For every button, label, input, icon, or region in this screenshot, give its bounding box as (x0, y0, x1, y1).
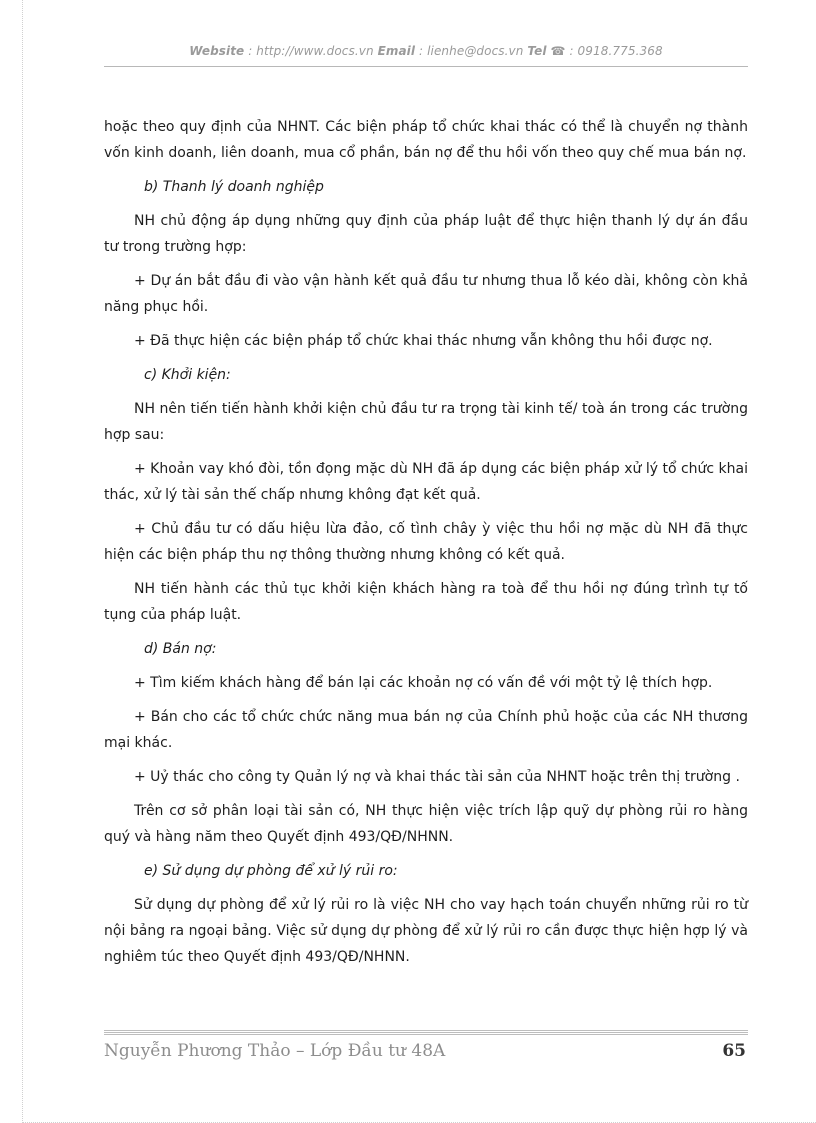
footer-divider (104, 1030, 748, 1036)
page-header (104, 44, 748, 58)
bullet-item: + Tìm kiếm khách hàng để bán lại các khoản nợ có vấn đề với một tỷ lệ thích hợp. (134, 675, 713, 691)
paragraph: Trên cơ sở phân loại tài sản có, NH thực hiện việc trích lập quỹ dự phòng rủi ro hàng quý và hàng năm theo Quyết định 493/QĐ/NHNN. (104, 803, 748, 845)
section-heading-e: e) Sử dụng dự phòng để xử lý rủi ro: (144, 863, 398, 879)
tel-value: : 0918.775.368 (565, 44, 663, 58)
paragraph: NH tiến hành các thủ tục khởi kiện khách hàng ra toà để thu hồi nợ đúng trình tự tố tụng của pháp luật. (104, 581, 748, 623)
tel-label: Tel (527, 44, 547, 58)
section-heading-c: c) Khởi kiện: (144, 367, 231, 383)
paragraph: hoặc theo quy định của NHNT. Các biện pháp tổ chức khai thác có thể là chuyển nợ thành vốn kinh doanh, liên doanh, mua cổ phần, bán nợ để thu hồi vốn theo quy chế mua bán nợ. (104, 119, 748, 161)
website-label: Website (189, 44, 245, 58)
email-label: Email (377, 44, 416, 58)
document-body (104, 114, 748, 978)
bullet-item: + Chủ đầu tư có dấu hiệu lừa đảo, cố tình chây ỳ việc thu hồi nợ mặc dù NH đã thực hiện các biện pháp thu nợ thông thường nhưng không có kết quả. (104, 521, 748, 563)
bullet-item: + Uỷ thác cho công ty Quản lý nợ và khai thác tài sản của NHNT hoặc trên thị trường . (134, 769, 740, 785)
website-value: : http://www.docs.vn (244, 44, 378, 58)
section-heading-d: d) Bán nợ: (144, 641, 217, 657)
bullet-item: + Dự án bắt đầu đi vào vận hành kết quả đầu tư nhưng thua lỗ kéo dài, không còn khả năng phục hồi. (104, 273, 748, 315)
paragraph: Sử dụng dự phòng để xử lý rủi ro là việc NH cho vay hạch toán chuyển những rủi ro từ nội bảng ra ngoại bảng. Việc sử dụng dự phòng để xử lý rủi ro cần được thực hiện hợp lý và nghiêm túc theo Quyết định 493/QĐ/NHNN. (104, 897, 748, 965)
paragraph: NH nên tiến tiến hành khởi kiện chủ đầu tư ra trọng tài kinh tế/ toà án trong các trường hợp sau: (104, 401, 748, 443)
header-divider (104, 66, 748, 67)
footer-author: Nguyễn Phương Thảo – Lớp Đầu tư 48A (104, 1041, 446, 1061)
email-value: : lienhe@docs.vn (415, 44, 528, 58)
bullet-item: + Bán cho các tổ chức chức năng mua bán nợ của Chính phủ hoặc của các NH thương mại khác. (104, 709, 748, 751)
phone-icon: ☎ (550, 44, 566, 58)
bullet-item: + Khoản vay khó đòi, tồn đọng mặc dù NH đã áp dụng các biện pháp xử lý tổ chức khai thác, xử lý tài sản thế chấp nhưng không đạt kết quả. (104, 461, 748, 503)
page-number: 65 (722, 1041, 746, 1061)
bullet-item: + Đã thực hiện các biện pháp tổ chức khai thác nhưng vẫn không thu hồi được nợ. (134, 333, 713, 349)
section-heading-b: b) Thanh lý doanh nghiệp (144, 179, 324, 195)
paragraph: NH chủ động áp dụng những quy định của pháp luật để thực hiện thanh lý dự án đầu tư trong trường hợp: (104, 213, 748, 255)
